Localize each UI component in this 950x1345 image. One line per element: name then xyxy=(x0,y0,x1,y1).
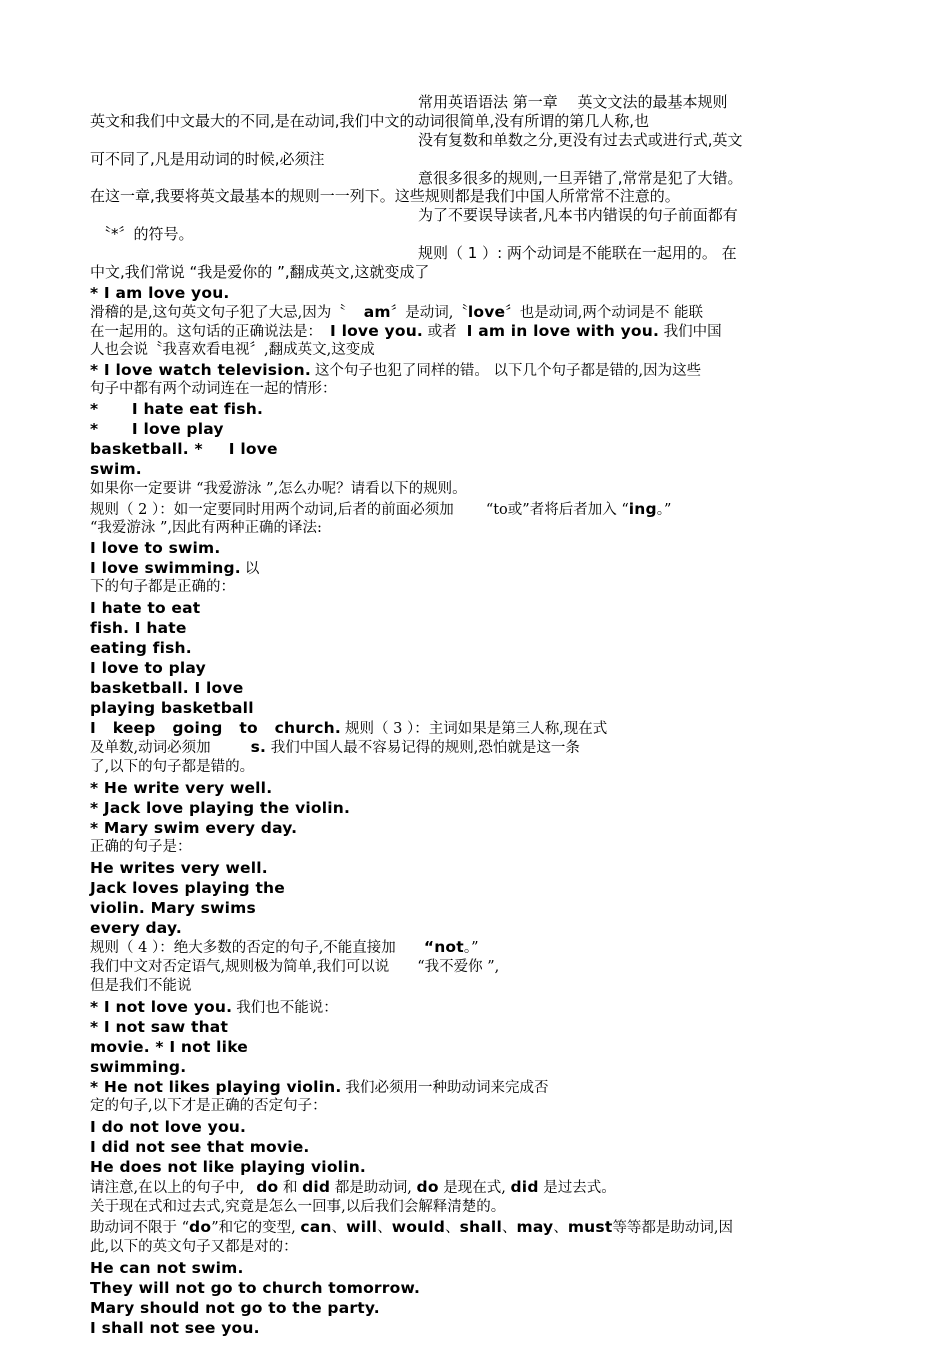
page-title: 常用英语语法 第一章 英文文法的最基本规则 xyxy=(418,93,728,111)
rule2-line: “我爱游泳 ”,因此有两种正确的译法: xyxy=(90,520,322,536)
correct-example: I do not love you. xyxy=(90,1118,247,1136)
rule1-title: 规则（ 1 ）: 两个动词是不能联在一起用的。 在 xyxy=(418,244,737,262)
correct-example: They will not go to church tomorrow. xyxy=(90,1279,421,1297)
correct-example: violin. Mary swims xyxy=(90,899,256,917)
wrong-example: * I not love you. 我们也不能说： xyxy=(90,998,338,1016)
rule1-explain: 在一起用的。这句话的正确说法是： I love you. 或者 I am in love with you. 我们中国 xyxy=(90,322,722,340)
rule4-line: 但是我们不能说 xyxy=(90,978,192,994)
correct-example: I hate to eat xyxy=(90,599,201,617)
intro-line: 为了不要误导读者,凡本书内错误的句子前面都有 xyxy=(418,206,738,224)
rule4-line: 我们中文对否定语气,规则极为简单,我们可以说 “我不爱你 ”, xyxy=(90,959,500,975)
rule4-line: 定的句子,以下才是正确的否定句子： xyxy=(90,1098,327,1114)
correct-example: I did not see that movie. xyxy=(90,1138,310,1156)
correct-example: Mary should not go to the party. xyxy=(90,1299,380,1317)
rule2-title: 规则（ 2 ）：如一定要同时用两个动词,后者的前面必须加 “to或”者将后者加入 “ing。” xyxy=(90,500,672,518)
correct-example: every day. xyxy=(90,919,182,937)
rule4-note: 此,以下的英文句子又都是对的： xyxy=(90,1239,298,1255)
rule1-explain: 句子中都有两个动词连在一起的情形： xyxy=(90,381,337,397)
intro-line: 英文和我们中文最大的不同,是在动词,我们中文的动词很简单,没有所谓的第几人称,也 xyxy=(90,112,650,130)
wrong-example: * Jack love playing the violin. xyxy=(90,799,351,817)
rule3-line: 及单数,动词必须加 s. 我们中国人最不容易记得的规则,恐怕就是这一条 xyxy=(90,738,580,756)
correct-example: playing basketball xyxy=(90,699,254,717)
rule2-line: 下的句子都是正确的： xyxy=(90,579,235,595)
wrong-example: * I hate eat fish. xyxy=(90,400,264,418)
correct-example: I keep going to church. 规则（ 3 ）：主词如果是第三人称,现在式 xyxy=(90,719,608,737)
correct-example: I love swimming. 以 xyxy=(90,559,260,577)
rule1-explain: 如果你一定要讲 “我爱游泳 ”,怎么办呢？请看以下的规则。 xyxy=(90,481,467,497)
correct-example: I shall not see you. xyxy=(90,1319,260,1337)
rule3-line: 了,以下的句子都是错的。 xyxy=(90,759,255,775)
correct-example: He writes very well. xyxy=(90,859,268,877)
rule4-title: 规则（ 4 ）：绝大多数的否定的句子,不能直接加 “not。” xyxy=(90,938,479,956)
wrong-example: basketball. * I love xyxy=(90,440,278,458)
rule4-note: 请注意,在以上的句子中, do 和 did 都是助动词, do 是现在式, did 是过去式。 xyxy=(90,1178,616,1196)
rule3-label: 正确的句子是： xyxy=(90,839,192,855)
wrong-example: swim. xyxy=(90,460,142,478)
wrong-example: movie. * I not like xyxy=(90,1038,248,1056)
wrong-example: * He write very well. xyxy=(90,779,273,797)
correct-example: I love to play xyxy=(90,659,206,677)
wrong-example: * I love play xyxy=(90,420,224,438)
intro-line: 可不同了,凡是用动词的时候,必须注 xyxy=(90,150,325,168)
correct-example: basketball. I love xyxy=(90,679,244,697)
wrong-example: swimming. xyxy=(90,1058,187,1076)
correct-example: fish. I hate xyxy=(90,619,187,637)
correct-example: eating fish. xyxy=(90,639,192,657)
wrong-example: * I not saw that xyxy=(90,1018,229,1036)
wrong-example: * Mary swim every day. xyxy=(90,819,298,837)
intro-line: 意很多很多的规则,一旦弄错了,常常是犯了大错。 xyxy=(418,169,743,187)
wrong-example: * He not likes playing violin. 我们必须用一种助动词来完成否 xyxy=(90,1078,549,1096)
rule1-example-line: * I love watch television. 这个句子也犯了同样的错。 以下几个句子都是错的,因为这些 xyxy=(90,361,702,379)
wrong-example: * I am love you. xyxy=(90,284,230,302)
correct-example: He does not like playing violin. xyxy=(90,1158,367,1176)
correct-example: I love to swim. xyxy=(90,539,221,557)
rule1-explain: 人也会说〝我喜欢看电视〞,翻成英文,这变成 xyxy=(90,342,375,358)
intro-line: 在这一章,我要将英文最基本的规则一一列下。这些规则都是我们中国人所常常不注意的。 xyxy=(90,187,680,205)
rule1-explain: 滑稽的是,这句英文句子犯了大忌,因为〝 am〞是动词,〝love〞也是动词,两个动词是不 能联 xyxy=(90,303,703,321)
rule1-line: 中文,我们常说 “我是爱你的 ”,翻成英文,这就变成了 xyxy=(90,263,430,281)
correct-example: He can not swim. xyxy=(90,1259,244,1277)
intro-line: 没有复数和单数之分,更没有过去式或进行式,英文 xyxy=(418,131,743,149)
rule4-note: 关于现在式和过去式,究竟是怎么一回事,以后我们会解释清楚的。 xyxy=(90,1199,506,1215)
rule4-note: 助动词不限于 “do”和它的变型, can、will、would、shall、may、must等等都是助动词,因 xyxy=(90,1218,734,1236)
correct-example: Jack loves playing the xyxy=(90,879,286,897)
intro-line: 〝*〞的符号。 xyxy=(96,225,194,243)
